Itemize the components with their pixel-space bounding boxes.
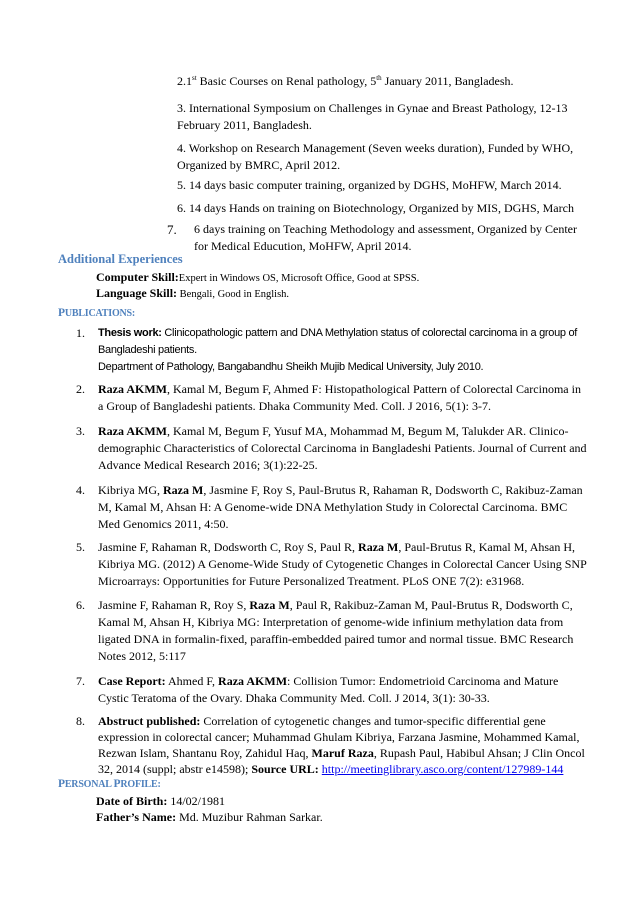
computer-skill-line: Computer Skill:Expert in Windows OS, Microsoft Office, Good at SPSS. <box>96 270 420 284</box>
training-item-7: 7. 6 days training on Teaching Methodology and assessment, Organized by Center for Medical Educution, MoHFW, April 2014. <box>167 222 577 253</box>
additional-experiences-heading: Additional Experiences <box>58 252 183 266</box>
fathers-name-line: Father’s Name: Md. Muzibur Rahman Sarkar. <box>96 810 323 824</box>
publications-heading: PUBLICATIONS: <box>58 307 136 319</box>
date-of-birth-line: Date of Birth: 14/02/1981 <box>96 794 225 808</box>
personal-profile-heading: PERSONAL PROFILE: <box>58 778 161 790</box>
training-item-2: 2.1st Basic Courses on Renal pathology, 5th January 2011, Bangladesh. <box>177 74 514 88</box>
training-item-6: 6. 14 days Hands on training on Biotechnology, Organized by MIS, DGHS, March <box>177 201 574 215</box>
cv-page: 2.1st Basic Courses on Renal pathology, 5th January 2011, Bangladesh. 3. International Symposium on Challenges in Gynae and Breast Pathology, 12-13 February 2011, Bangladesh. 4. Workshop on Research Management (Seven weeks duration), Funded by WHO, Organized by BMRC, April 2012. 5. 14 days basic computer training, organized by DGHS, MoHFW, March 2014. 6. 14 days Hands on training on Biotechnology, Organized by MIS, DGHS, March 7. 6 days training on Teaching Methodology and assessment, Organized by Center for Medical Educution, MoHFW, April 2014. Additional Experiences Computer Skill:Expert in Windows OS, Microsoft Office, Good at SPSS. Language Skill: Bengali, Good in English. PUBLICATIONS: 1. Thesis work: Clinicopathologic pattern and DNA Methylation status of colorectal carcinoma in a group of Bangladeshi patients. Department of Pathology, Bangabandhu Sheikh Mujib Medical University, July 2010. 2. Raza AKMM, Kamal M, Begum F, Ahmed F: Histopathological Pattern of Colorectal Carcinoma in a Group of Bangladeshi patients. Dhaka Community Med. Coll. J 2016, 5(1): 3-7. 3. Raza AKMM, Kamal M, Begum F, Yusuf MA, Mohammad M, Begum M, Talukder AR. Clinico-demographic Characteristics of Colorectal Carcinoma in Bangladeshi Patients. Journal of Current and Advance Medical Research 2016; 3(1):22-25. 4. Kibriya MG, Raza M, Jasmine F, Roy S, Paul-Brutus R, Rahaman R, Dodsworth C, Rakibuz-Zaman M, Kamal M, Ahsan H: A Genome-wide DNA Methylation Study in Colorectal Carcinoma. BMC Med Genomics 2011, 4:50. 5. Jasmine F, Rahaman R, Dodsworth C, Roy S, Paul R, Raza M, Paul-Brutus R, Kamal M, Ahsan H, Kibriya MG. (2012) A Genome-Wide Study of Cytogenetic Changes in Colorectal Cancer Using SNP Microarrays: Opportunities for Future Personalized Treatment. PLoS ONE 7(2): e31968. 6. Jasmine F, Rahaman R, Roy S, Raza M, Paul R, Rakibuz-Zaman M, Paul-Brutus R, Dodsworth C, Kamal M, Ahsan H, Kibriya MG: Interpretation of genome-wide infinium methylation data from ligated DNA in formalin-fixed, paraffin-embedded paired tumor and normal tissue. BMC Research Notes 2012, 5:117 7. Case Report: Ahmed F, Raza AKMM: Collision Tumor: Endometrioid Carcinoma and Mature Cystic Teratoma of the Ovary. Dhaka Community Med. Coll. J 2014, 3(1): 30-33. 8. Abstruct published: Correlation of cytogenetic changes and tumor-specific differential gene expression in colorectal cancer; Muhammad Ghulam Kibriya, Farzana Jasmine, Mohammed Kamal, Rezwan Islam, Shantanu Roy, Zahidul Haq, Maruf Raza, Rupash Paul, Habibul Ahsan; J Clin Oncol 32, 2014 (suppl; abstr e14598); Source URL: http://meetinglibrary.asco.org/content/127989-144 PERSONAL PROFILE: Date of Birth: 14/02/1981 Father’s Name: Md. Muzibur Rahman Sarkar. <box>0 0 638 902</box>
training-item-5: 5. 14 days basic computer training, organized by DGHS, MoHFW, March 2014. <box>177 178 562 192</box>
training-item-4: 4. Workshop on Research Management (Seven weeks duration), Funded by WHO, Organized by BMRC, April 2012. <box>177 141 574 172</box>
training-item-3: 3. International Symposium on Challenges in Gynae and Breast Pathology, 12-13 February 2011, Bangladesh. <box>177 101 568 132</box>
source-url-link[interactable]: http://meetinglibrary.asco.org/content/127989-144 <box>321 762 564 776</box>
language-skill-line: Language Skill: Bengali, Good in English. <box>96 286 290 300</box>
